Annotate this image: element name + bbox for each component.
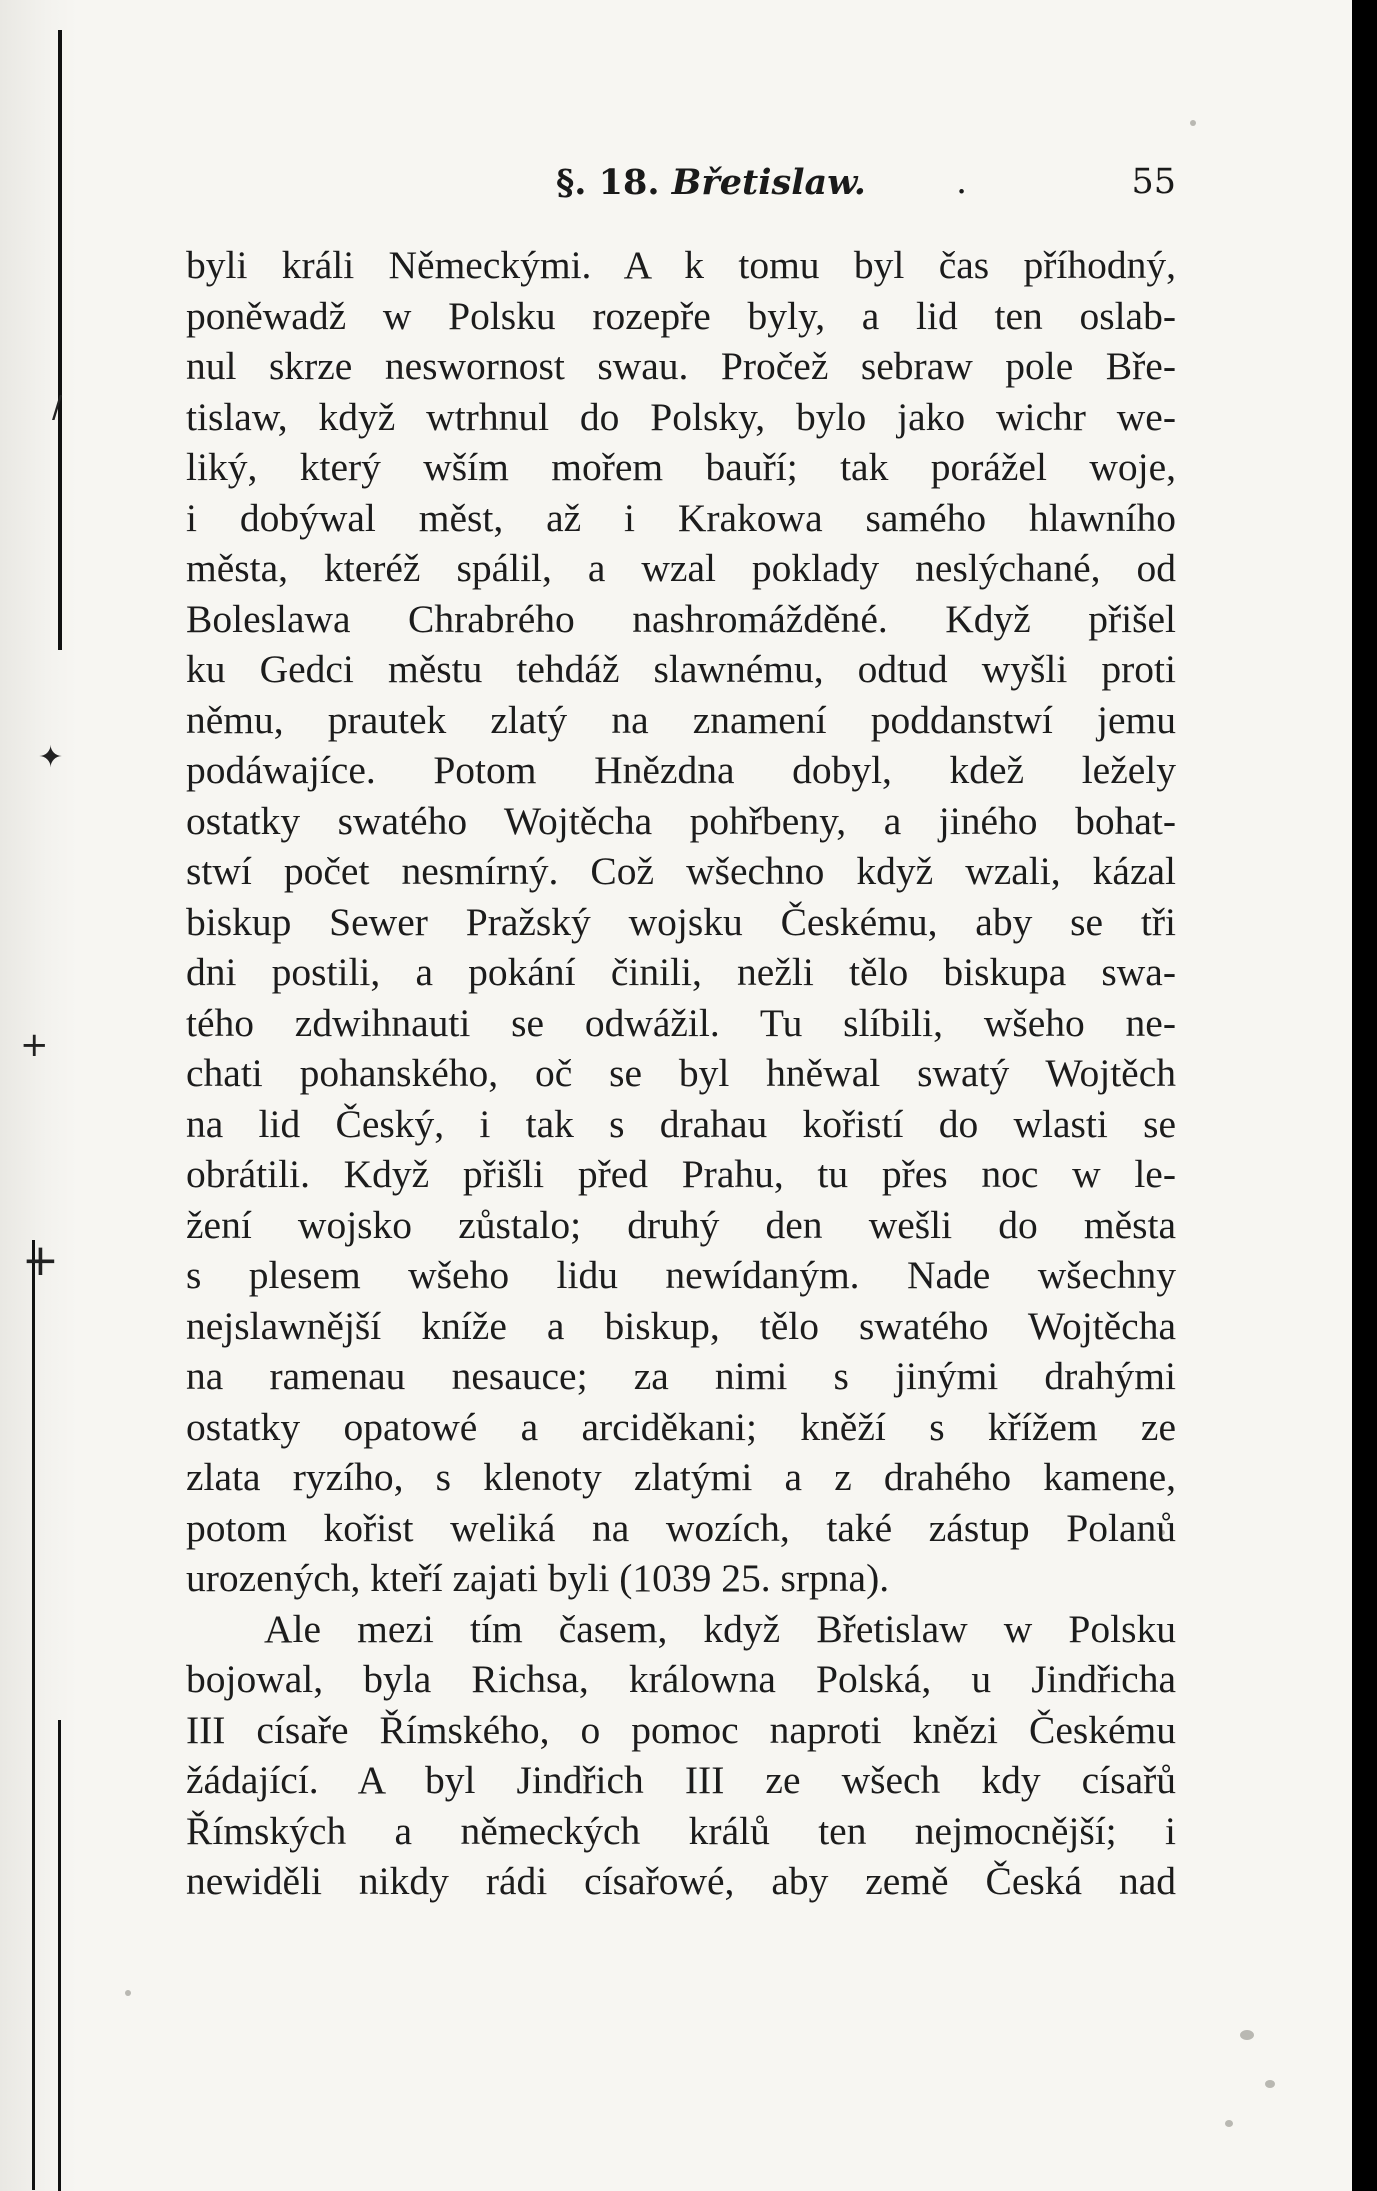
- text-line: ku Gedci městu tehdáž slawnému, odtud wyšli proti: [186, 647, 1176, 691]
- text-line: byli králi Německými. A k tomu byl čas příhodný,: [186, 243, 1176, 287]
- text-line: s plesem wšeho lidu newídaným. Nade wšechny: [186, 1253, 1176, 1297]
- text-line: tislaw, když wtrhnul do Polsky, bylo jako wichr we-: [186, 394, 1176, 439]
- section-number: §. 18.: [556, 162, 660, 203]
- text-line: tého zdwihnauti se odwážil. Tu slíbili, wšeho ne-: [186, 1000, 1176, 1045]
- text-line: žádající. A byl Jindřich III ze wšech kdy císařů: [186, 1758, 1176, 1802]
- binding-rule: [58, 1720, 61, 2191]
- text-line: města, kteréž spálil, a wzal poklady neslýchané, od: [186, 546, 1176, 590]
- paper-speck: [125, 1990, 131, 1996]
- paper-speck: [1190, 120, 1196, 126]
- text-line: urozených, kteří zajati byli (1039 25. srpna).: [186, 1556, 890, 1600]
- text-line: poněwadž w Polsku rozepře byly, a lid ten oslab-: [186, 293, 1176, 338]
- text-line: ostatky swatého Wojtěcha pohřbeny, a jiného bohat-: [186, 798, 1176, 843]
- text-line: němu, prautek zlatý na znamení poddanstwí jemu: [186, 697, 1176, 742]
- text-line: chati pohanského, oč se byl hněwal swatý Wojtěch: [186, 1051, 1176, 1095]
- margin-mark: +: [22, 1235, 59, 1286]
- text-line: liký, který wším mořem bauří; tak porážel woje,: [186, 445, 1176, 489]
- text-line: potom kořist weliká na wozích, také zástup Polanů: [186, 1505, 1176, 1550]
- margin-mark: +: [20, 1025, 49, 1065]
- text-line: nul skrze neswornost swau. Pročež sebraw pole Bře-: [186, 344, 1176, 388]
- binding-edge: [0, 0, 78, 2191]
- margin-mark: /: [52, 390, 63, 425]
- paragraph-start-line: Ale mezi tím časem, když Břetislaw w Polsku: [264, 1606, 1176, 1651]
- text-line: na ramenau nesauce; za nimi s jinými drahými: [186, 1354, 1176, 1398]
- text-line: dni postili, a pokání činili, nežli tělo biskupa swa-: [186, 950, 1176, 994]
- text-line: nejslawnější kníže a biskup, tělo swatého Wojtěcha: [186, 1303, 1176, 1348]
- text-line: biskup Sewer Pražský wojsku Českému, aby se tři: [186, 899, 1176, 944]
- page-number: 55: [1131, 162, 1176, 202]
- text-line: žení wojsko zůstalo; druhý den wešli do města: [186, 1202, 1176, 1247]
- paper-speck: [1265, 2080, 1275, 2088]
- binding-rule: [58, 30, 62, 650]
- text-line: podáwajíce. Potom Hnězdna dobyl, kdež ležely: [186, 748, 1176, 792]
- text-line: obrátili. Když přišli před Prahu, tu přes noc w le-: [186, 1152, 1176, 1196]
- body-text: [186, 240, 1176, 1907]
- text-line: III císaře Římského, o pomoc naproti knězi Českému: [186, 1707, 1176, 1752]
- text-line: Boleslawa Chrabrého nashromážděné. Když přišel: [186, 596, 1176, 641]
- text-line: stwí počet nesmírný. Což wšechno když wzali, kázal: [186, 849, 1176, 893]
- binding-rule: [32, 1240, 35, 2190]
- running-head: [186, 150, 1176, 210]
- chapter-title: Břetislaw.: [671, 162, 866, 203]
- text-line: newiděli nikdy rádi císařowé, aby země Česká nad: [186, 1859, 1176, 1903]
- text-line: Římských a německých králů ten nejmocnější; i: [186, 1808, 1176, 1853]
- text-line: zlata ryzího, s klenoty zlatými a z drahého kamene,: [186, 1455, 1176, 1499]
- text-line: ostatky opatowé a arciděkani; kněží s křížem ze: [186, 1404, 1176, 1449]
- section-mark: [556, 162, 866, 203]
- text-line: na lid Český, i tak s drahau kořistí do wlasti se: [186, 1101, 1176, 1146]
- paper-speck: [1240, 2030, 1254, 2040]
- text-line: bojowal, byla Richsa, králowna Polská, u Jindřicha: [186, 1657, 1176, 1701]
- margin-mark: ✦: [38, 740, 64, 775]
- paper-speck: [1225, 2120, 1233, 2127]
- text-line: i dobýwal měst, až i Krakowa samého hlawního: [186, 495, 1176, 540]
- header-dot: .: [956, 162, 968, 202]
